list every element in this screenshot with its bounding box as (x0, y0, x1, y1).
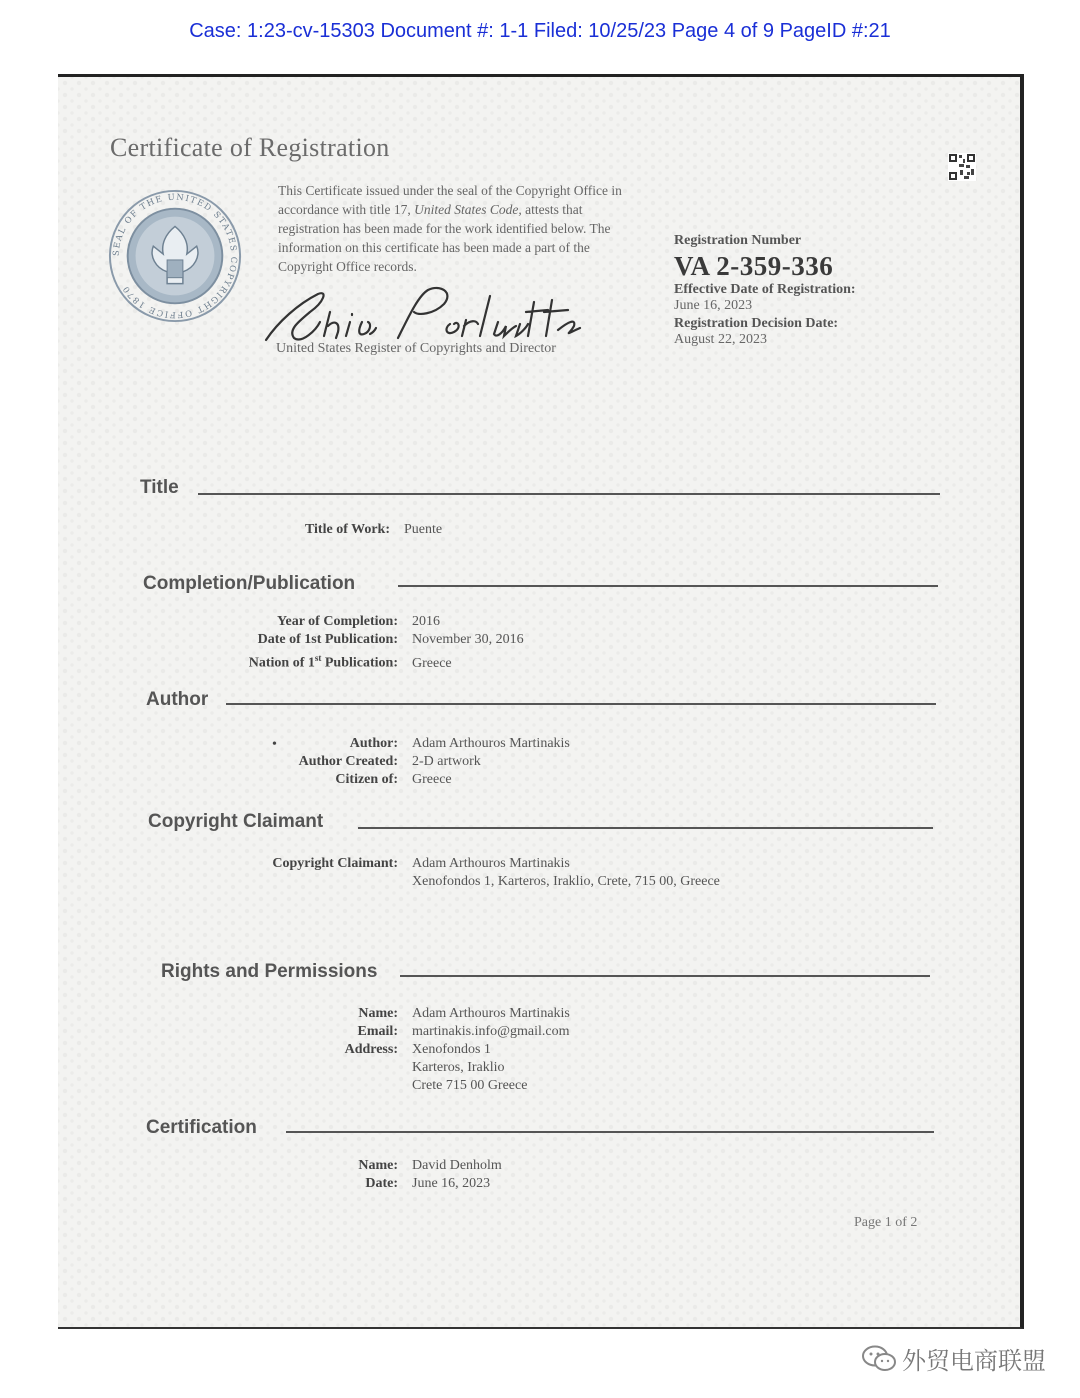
registration-number-label: Registration Number (674, 233, 802, 248)
section-divider (286, 1131, 934, 1133)
rights-contact-email: martinakis.info@gmail.com (412, 1024, 570, 1039)
section-title-heading: Title (140, 477, 179, 498)
rights-address-line-1: Xenofondos 1 (412, 1042, 491, 1057)
section-divider (400, 975, 930, 977)
title-of-work-value: Puente (404, 522, 443, 537)
certification-date: June 16, 2023 (412, 1176, 491, 1191)
author-citizenship: Greece (412, 772, 452, 787)
copyright-office-seal (106, 187, 244, 325)
author-fields: Author: Adam Arthouros Martinakis Author Created: 2-D artwork Citizen of: Greece (298, 736, 570, 787)
rights-address-line-2: Karteros, Iraklio (412, 1060, 505, 1075)
wechat-icon (862, 1345, 896, 1373)
certification-fields: Name: David Denholm Date: June 16, 2023 (358, 1158, 502, 1191)
rights-contact-name: Adam Arthouros Martinakis (412, 1006, 570, 1021)
rights-address-line-3: Crete 715 00 Greece (412, 1078, 528, 1093)
year-of-completion: 2016 (412, 614, 440, 629)
section-rights-heading: Rights and Permissions (161, 961, 378, 982)
title-of-work-row: Title of Work: Puente (304, 522, 443, 537)
author-bullet: • (272, 737, 277, 752)
certificate-title: Certificate of Registration (110, 133, 390, 162)
claimant-address: Xenofondos 1, Karteros, Iraklio, Crete, 715 00, Greece (412, 874, 720, 889)
decision-date: August 22, 2023 (674, 332, 767, 347)
decision-date-label: Registration Decision Date: (674, 316, 839, 331)
watermark-text: 外贸电商联盟 (902, 1347, 1046, 1375)
certificate-intro-text: This Certificate issued under the seal of the Copyright Office in accordance with title 17, United States Code, attests that registration has been made for the work identified below. The information on this certificate has been made a part of the Copyright Office records. (278, 183, 622, 274)
section-author-heading: Author (146, 689, 209, 710)
first-publication-date: November 30, 2016 (412, 632, 524, 647)
completion-fields: Year of Completion: 2016 Date of 1st Publication: November 30, 2016 Nation of 1st Publication: Greece (248, 614, 524, 671)
signer-title: United States Register of Copyrights and Director (276, 341, 556, 356)
registration-block (674, 233, 856, 350)
watermark (862, 1341, 1046, 1376)
registration-number: VA 2-359-336 (674, 251, 834, 281)
section-divider (198, 493, 940, 495)
section-divider (226, 703, 936, 705)
section-divider (358, 827, 933, 829)
section-claimant-heading: Copyright Claimant (148, 811, 324, 832)
effective-date: June 16, 2023 (674, 298, 753, 313)
section-certification-heading: Certification (146, 1117, 257, 1138)
case-header: Case: 1:23-cv-15303 Document #: 1-1 Filed: 10/25/23 Page 4 of 9 PageID #:21 (189, 20, 891, 42)
claimant-name: Adam Arthouros Martinakis (412, 856, 570, 871)
certificate-page (58, 74, 1024, 1329)
qr-code-icon (948, 153, 976, 181)
claimant-fields: Copyright Claimant: Adam Arthouros Martinakis Xenofondos 1, Karteros, Iraklio, Crete, 715 00, Greece (272, 856, 720, 889)
section-completion-heading: Completion/Publication (143, 573, 356, 594)
rights-fields: Name: Adam Arthouros Martinakis Email: martinakis.info@gmail.com Address: Xenofondos 1 Karteros, Iraklio Crete 715 00 Greece (344, 1006, 570, 1093)
svg-text:SEAL OF THE UNITED STATES COPY: SEAL OF THE UNITED STATES COPYRIGHT OFFICE 1870 (110, 191, 240, 321)
section-divider (398, 585, 938, 587)
author-created: 2-D artwork (412, 754, 481, 769)
certifier-name: David Denholm (412, 1158, 502, 1173)
effective-date-label: Effective Date of Registration: (674, 282, 856, 297)
author-name: Adam Arthouros Martinakis (412, 736, 570, 751)
nation-of-publication: Greece (412, 655, 452, 671)
page-indicator: Page 1 of 2 (854, 1215, 918, 1230)
